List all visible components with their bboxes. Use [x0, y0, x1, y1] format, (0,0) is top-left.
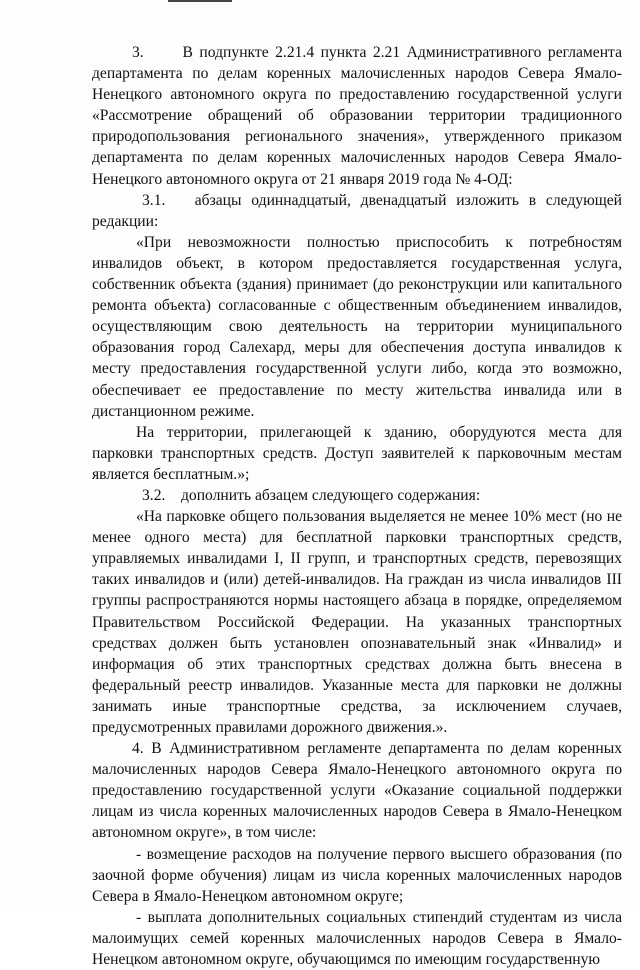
document-body: [92, 42, 622, 970]
paragraph-3: 3. В подпункте 2.21.4 пункта 2.21 Административного регламента департамента по делам коренных малочисленных народов Севера Ямало-Ненецкого автономного округа по предоставлению государственной услуги «Рассмотрение обращений об образовании территории традиционного природопользования регионального значения», утвержденного приказом департамента по делам коренных малочисленных народов Севера Ямало-Ненецкого автономного округа от 21 января 2019 года № 4-ОД:: [92, 44, 622, 188]
quote-paragraph-2: На территории, прилегающей к зданию, оборудуются места для парковки транспортных средств. Доступ заявителей к парковочным местам является бесплатным.»;: [92, 423, 622, 483]
quote-paragraph-1: «При невозможности полностью приспособить к потребностям инвалидов объект, в котором предоставляется государственная услуга, собственник объекта (здания) принимает (до реконструкции или капитального ремонта объекта) согласованные с общественным объединением инвалидов, осуществляющим свою деятельность на территории муниципального образования город Салехард, меры для обеспечения доступа инвалидов к месту предоставления государственной услуги либо, когда это возможно, обеспечивает ее предоставление по месту жительства инвалида или в дистанционном режиме.: [92, 233, 622, 420]
scan-edge-mark: [168, 0, 232, 2]
list-item-2: - выплата дополнительных социальных стипендий студентам из числа малоимущих семей коренных малочисленных народов Севера в Ямало-Ненецком автономном округе, обучающимся по имеющим государственную: [92, 908, 622, 969]
paragraph-3-2: 3.2. дополнить абзацем следующего содержания:: [142, 486, 481, 504]
quote-paragraph-3: «На парковке общего пользования выделяется не менее 10% мест (но не менее одного места) для бесплатной парковки транспортных средств, управляемых инвалидами I, II групп, и транспортных средств, перевозящих таких инвалидов и (или) детей-инвалидов. На граждан из числа инвалидов III группы распространяются нормы настоящего абзаца в порядке, определяемом Правительством Российской Федерации. На указанных транспортных средствах должен быть установлен опознавательный знак «Инвалид» и информация об этих транспортных средствах должна быть внесена в федеральный реестр инвалидов. Указанные места для парковки не должны занимать иные транспортные средства, за исключением случаев, предусмотренных правилами дорожного движения.».: [92, 508, 622, 736]
paragraph-3-1: 3.1. абзацы одиннадцатый, двенадцатый изложить в следующей редакции:: [92, 191, 622, 230]
list-item-1: - возмещение расходов на получение первого высшего образования (по заочной форме обучения) лицам из числа коренных малочисленных народов Севера в Ямало-Ненецком автономном округе;: [92, 845, 622, 905]
paragraph-4: 4. В Административном регламенте департамента по делам коренных малочисленных народов Севера Ямало-Ненецкого автономного округа по предоставлению государственной услуги «Оказание социальной поддержки лицам из числа коренных малочисленных народов Севера в Ямало-Ненецком автономном округе», в том числе:: [92, 740, 622, 842]
